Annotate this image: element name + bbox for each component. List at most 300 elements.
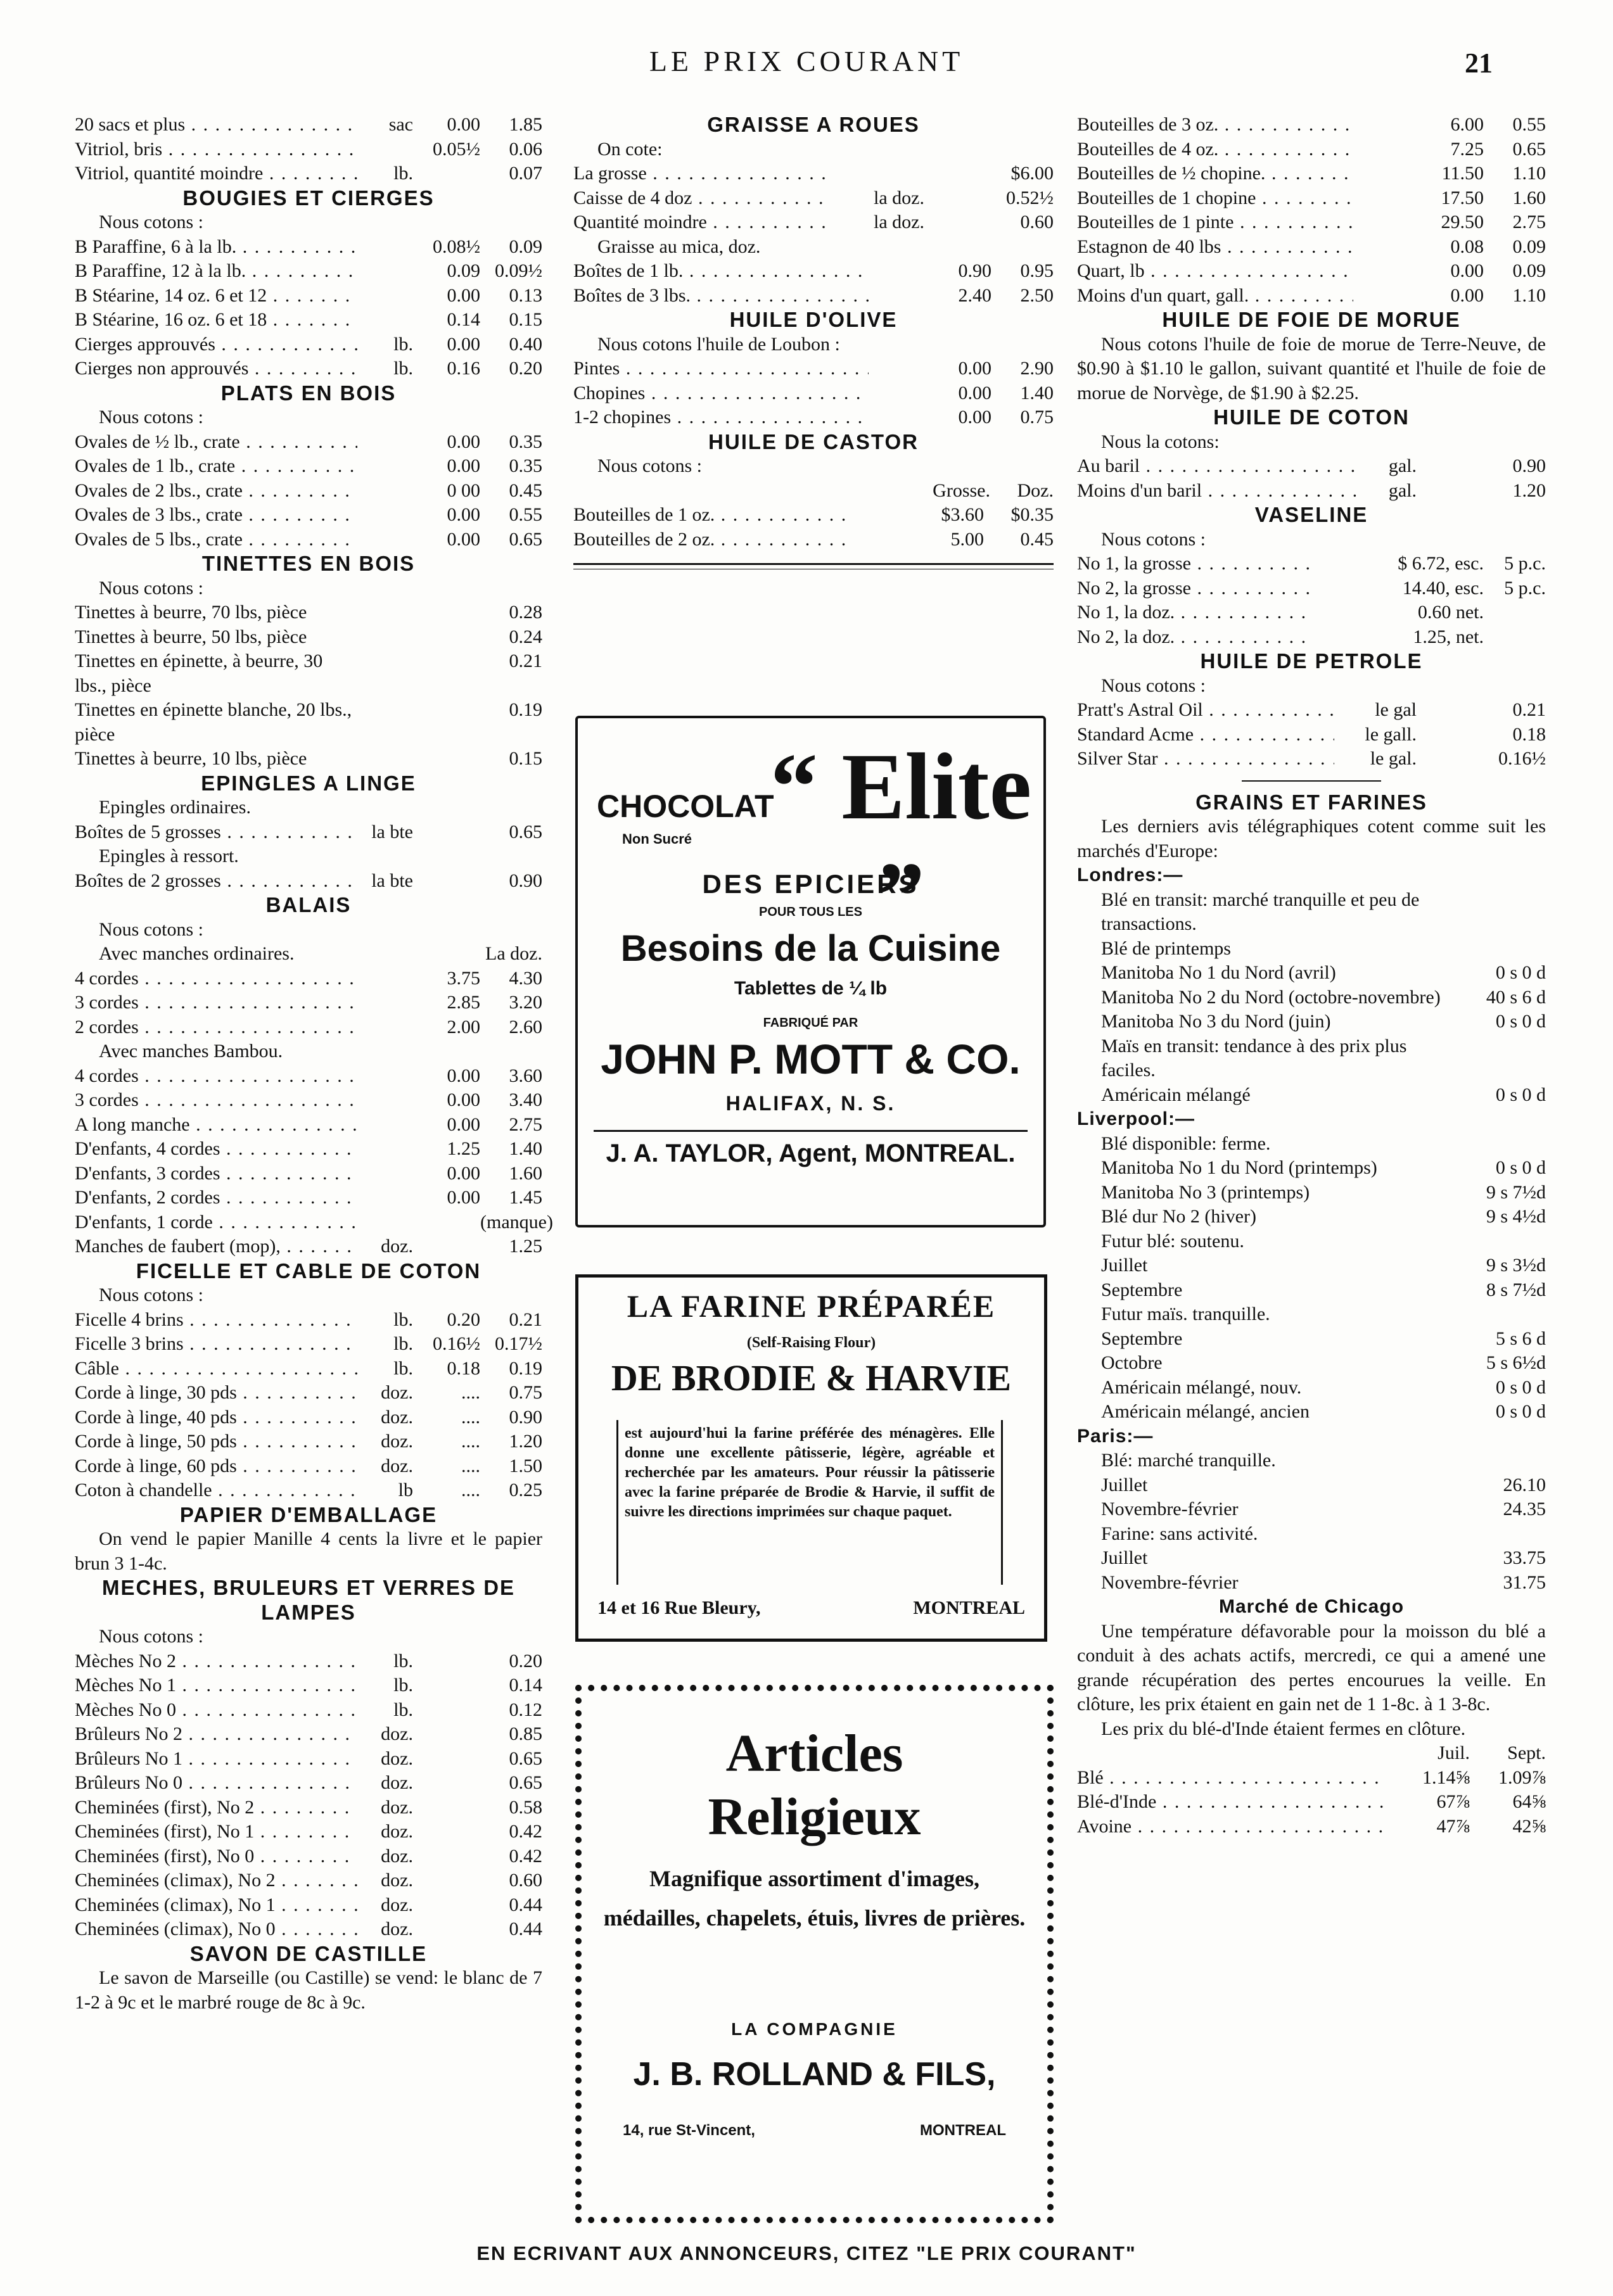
section-heading: TINETTES EN BOIS bbox=[201, 552, 416, 575]
item-unit: doz. bbox=[381, 1406, 413, 1428]
column-right bbox=[1077, 113, 1546, 1839]
price-row bbox=[573, 162, 1054, 186]
item-label: Bouteilles de 1 chopine . . . bbox=[1077, 186, 1353, 211]
subheading: Avec manches Bambou. bbox=[99, 1041, 283, 1062]
section-note: Nous la cotons: bbox=[1101, 431, 1220, 452]
market-label: Américain mélangé bbox=[1101, 1084, 1251, 1105]
price-low bbox=[418, 1722, 480, 1747]
item-label: No 1, la doz. . . . bbox=[1077, 600, 1309, 625]
price-row bbox=[75, 454, 542, 479]
ad-subtitle: (Self-Raising Flour) bbox=[746, 1335, 876, 1351]
price-high: 0.09½ bbox=[495, 260, 542, 281]
section-note: Nous cotons : bbox=[99, 407, 203, 428]
price-high: 1.25 bbox=[509, 1236, 542, 1257]
price-row bbox=[75, 1137, 542, 1162]
price-row bbox=[1077, 1815, 1546, 1839]
market-value bbox=[1451, 1229, 1546, 1254]
item-unit: le gal bbox=[1375, 699, 1417, 720]
price-row bbox=[75, 1430, 542, 1454]
ad-line: Besoins de la Cuisine bbox=[620, 928, 1001, 969]
price-high: 0.75 bbox=[1020, 407, 1054, 428]
price-low: 5.00 bbox=[950, 528, 984, 550]
advert-rolland bbox=[575, 1685, 1054, 2223]
ad-title: Articles bbox=[725, 1724, 903, 1783]
price-row bbox=[1077, 137, 1546, 162]
price-low: $3.60 bbox=[941, 504, 984, 525]
price-low bbox=[418, 1844, 480, 1869]
section-note: Graisse au mica, doz. bbox=[597, 236, 761, 257]
price-low: 0.90 bbox=[958, 260, 991, 281]
price-high: 0.07 bbox=[509, 163, 542, 184]
market-line bbox=[1077, 1205, 1546, 1229]
price-row bbox=[75, 1088, 542, 1113]
price-row bbox=[1077, 259, 1546, 284]
price-low: 0.00 bbox=[447, 504, 480, 525]
price-low bbox=[1422, 723, 1484, 747]
price-row bbox=[75, 259, 542, 284]
section-note: Nous cotons : bbox=[1101, 675, 1206, 696]
price-high: 0.45 bbox=[509, 479, 542, 501]
price-row bbox=[75, 1771, 542, 1796]
price-high: 1.50 bbox=[509, 1455, 542, 1476]
market-label: Blé: marché tranquille. bbox=[1101, 1450, 1276, 1471]
price-low: 0.20 bbox=[447, 1309, 480, 1330]
item-unit bbox=[357, 1088, 418, 1113]
price-row bbox=[75, 1722, 542, 1747]
item-unit bbox=[1353, 186, 1414, 211]
section-heading: GRAINS ET FARINES bbox=[1195, 790, 1427, 814]
item-unit bbox=[1353, 235, 1414, 260]
section-heading: HUILE DE COTON bbox=[1213, 405, 1410, 429]
section-heading: EPINGLES A LINGE bbox=[201, 771, 416, 795]
item-unit: lb. bbox=[393, 1650, 413, 1671]
item-unit bbox=[357, 284, 418, 308]
section-heading: HUILE DE PETROLE bbox=[1200, 649, 1423, 673]
price-row bbox=[75, 1917, 542, 1942]
price-row bbox=[75, 479, 542, 504]
item-label: Moins d'un baril . . . bbox=[1077, 479, 1361, 504]
price-low: 0.00 bbox=[447, 431, 480, 452]
item-unit bbox=[357, 235, 418, 260]
market-label: Manitoba No 2 du Nord (octobre-novembre) bbox=[1101, 986, 1441, 1008]
price-row bbox=[75, 1113, 542, 1138]
price-row bbox=[1077, 454, 1546, 479]
item-label: Ficelle 4 brins . . . bbox=[75, 1308, 357, 1333]
item-label: Corde à linge, 60 pds . . . bbox=[75, 1454, 357, 1479]
market-label: Américain mélangé, ancien bbox=[1101, 1401, 1310, 1422]
item-label: Blé . . . bbox=[1077, 1766, 1387, 1791]
market-value: 26.10 bbox=[1503, 1474, 1546, 1495]
item-label: Brûleurs No 2 . . . bbox=[75, 1722, 357, 1747]
price-row bbox=[75, 1454, 542, 1479]
item-unit bbox=[1353, 113, 1414, 137]
section-heading: GRAISSE A ROUES bbox=[707, 113, 920, 136]
price-row bbox=[75, 528, 542, 552]
market-label: Blé dur No 2 (hiver) bbox=[1101, 1206, 1256, 1227]
price-low: .... bbox=[461, 1382, 480, 1403]
ad-maker: JOHN P. MOTT & CO. bbox=[601, 1036, 1021, 1082]
price-row bbox=[75, 649, 542, 698]
item-label: Ficelle 3 brins . . . bbox=[75, 1332, 357, 1357]
price-high: 0.35 bbox=[509, 431, 542, 452]
ad-address: 14, rue St-Vincent, bbox=[623, 2122, 755, 2139]
item-label: 1-2 chopines . . . bbox=[573, 405, 869, 430]
price-high: 0.55 bbox=[509, 504, 542, 525]
market-value: 9 s 7½d bbox=[1486, 1181, 1546, 1203]
item-unit: doz. bbox=[381, 1919, 413, 1939]
price-low: 29.50 bbox=[1441, 212, 1484, 232]
price-row bbox=[75, 600, 542, 625]
item-label: Standard Acme . . . bbox=[1077, 723, 1334, 747]
market-value: 40 s 6 d bbox=[1486, 986, 1546, 1008]
price-row bbox=[573, 210, 1054, 235]
price-low: 7.25 bbox=[1450, 138, 1484, 160]
price-high: 2.75 bbox=[1512, 212, 1546, 232]
item-unit: gal. bbox=[1388, 479, 1417, 501]
price-high: 0.09 bbox=[509, 236, 542, 257]
price-high: 0.60 bbox=[509, 1870, 542, 1891]
item-unit: lb. bbox=[393, 1675, 413, 1696]
price-row bbox=[573, 528, 1054, 552]
price-low: 0.00 bbox=[1450, 260, 1484, 281]
item-unit bbox=[357, 625, 418, 650]
price-high: 0.65 bbox=[509, 528, 542, 550]
item-unit: lb. bbox=[393, 1357, 413, 1379]
item-unit bbox=[357, 649, 418, 698]
price-row bbox=[75, 869, 542, 894]
market-value: 5 s 6 d bbox=[1495, 1328, 1546, 1349]
price-high: 0.12 bbox=[509, 1699, 542, 1720]
item-label: Cheminées (first), No 0 . . . bbox=[75, 1844, 357, 1869]
column-label: Sept. bbox=[1507, 1742, 1546, 1763]
item-unit bbox=[357, 137, 418, 162]
price-row bbox=[75, 1234, 542, 1259]
price-low: .... bbox=[461, 1480, 480, 1500]
price-high: 0.14 bbox=[509, 1675, 542, 1696]
column-middle bbox=[573, 113, 1054, 569]
market-label: Blé en transit: marché tranquille et peu de transactions. bbox=[1101, 889, 1420, 934]
item-unit bbox=[1353, 137, 1414, 162]
price-row bbox=[1077, 1790, 1546, 1815]
price-row bbox=[1077, 113, 1546, 137]
item-label: Pratt's Astral Oil . . . bbox=[1077, 698, 1334, 723]
ad-product: CHOCOLAT bbox=[597, 789, 774, 824]
item-label: Mèches No 2 . . . bbox=[75, 1649, 357, 1674]
item-unit bbox=[853, 503, 914, 528]
item-label: Quart, lb . . . bbox=[1077, 259, 1353, 284]
price-low: 0.00 bbox=[447, 1089, 480, 1110]
market-value bbox=[1451, 1132, 1546, 1157]
item-unit: lb. bbox=[393, 1699, 413, 1720]
item-label: Brûleurs No 0 . . . bbox=[75, 1771, 357, 1796]
item-unit bbox=[357, 1186, 418, 1210]
item-unit bbox=[1309, 552, 1370, 576]
price-high: 0.16½ bbox=[1498, 748, 1546, 769]
price-high: 2.75 bbox=[509, 1113, 542, 1135]
price-sept: 64⅝ bbox=[1512, 1791, 1546, 1812]
price-high: 0.21 bbox=[509, 650, 542, 671]
price-high: 3.20 bbox=[509, 992, 542, 1013]
price-high: 1.45 bbox=[509, 1187, 542, 1208]
price-row bbox=[75, 1649, 542, 1674]
price-row bbox=[75, 1162, 542, 1186]
price-row bbox=[75, 1015, 542, 1040]
item-unit bbox=[869, 381, 929, 406]
price-low bbox=[418, 1698, 480, 1723]
divider-rule bbox=[1242, 780, 1381, 782]
price-low: 0.05½ bbox=[433, 138, 480, 160]
price-low bbox=[418, 820, 480, 845]
ad-body: Magnifique assortiment d'images, médailles, chapelets, étuis, livres de prières. bbox=[603, 1866, 1026, 1931]
price-row bbox=[75, 113, 542, 137]
price-row bbox=[75, 1357, 542, 1381]
market-value: 0 s 0 d bbox=[1495, 1157, 1546, 1178]
section-heading: FICELLE ET CABLE DE COTON bbox=[136, 1259, 481, 1283]
price-row bbox=[1077, 1766, 1546, 1791]
item-unit: doz. bbox=[381, 1236, 413, 1257]
item-unit bbox=[869, 284, 929, 308]
item-label: Coton à chandelle . . . bbox=[75, 1478, 357, 1503]
price-row bbox=[1077, 552, 1546, 576]
price-row bbox=[75, 1868, 542, 1893]
section-note: Nous cotons : bbox=[99, 212, 203, 232]
item-unit: doz. bbox=[381, 1747, 413, 1769]
price-high: 0.85 bbox=[509, 1723, 542, 1744]
item-label: Avoine . . . bbox=[1077, 1815, 1387, 1839]
price-row bbox=[75, 503, 542, 528]
price-high: 0.25 bbox=[509, 1480, 542, 1500]
ad-company: DE BRODIE & HARVIE bbox=[611, 1357, 1012, 1399]
price-low bbox=[418, 698, 480, 747]
price-high: $0.35 bbox=[1011, 504, 1054, 525]
paragraph: Le savon de Marseille (ou Castille) se vend: le blanc de 7 1-2 à 9c et le marbré rouge de 8c à 9c. bbox=[75, 1967, 542, 2013]
market-line bbox=[1077, 1010, 1546, 1034]
item-unit: la doz. bbox=[874, 212, 924, 232]
item-label: Moins d'un quart, gall. . . . bbox=[1077, 284, 1353, 308]
paragraph: Les prix du blé-d'Inde étaient fermes en clôture. bbox=[1101, 1718, 1466, 1739]
price-row bbox=[75, 308, 542, 333]
price-low bbox=[418, 1868, 480, 1893]
price-row bbox=[75, 1796, 542, 1820]
price-low: 17.50 bbox=[1441, 187, 1484, 208]
price-high: 0.90 bbox=[509, 870, 542, 891]
item-label: 2 cordes . . . bbox=[75, 1015, 357, 1040]
item-label: Au baril . . . bbox=[1077, 454, 1361, 479]
item-unit bbox=[357, 479, 418, 504]
section-heading: PLATS EN BOIS bbox=[220, 381, 397, 405]
section-note: Nous cotons : bbox=[99, 918, 203, 940]
price-row bbox=[75, 1820, 542, 1844]
price-low: 0.00 bbox=[447, 1162, 480, 1184]
price-row bbox=[573, 381, 1054, 406]
market-line bbox=[1077, 1497, 1546, 1522]
price-high: 0.42 bbox=[509, 1845, 542, 1867]
price-low: 0.08 bbox=[1450, 236, 1484, 257]
price-low bbox=[418, 1917, 480, 1942]
price-low: 0.00 bbox=[447, 114, 480, 135]
section-note: Nous cotons l'huile de Loubon : bbox=[597, 333, 840, 355]
item-label: Silver Star . . . bbox=[1077, 747, 1334, 771]
item-unit: la doz. bbox=[874, 187, 924, 208]
price-low: .... bbox=[461, 1431, 480, 1452]
item-label: Corde à linge, 40 pds . . . bbox=[75, 1405, 357, 1430]
market-line bbox=[1077, 1083, 1546, 1108]
item-label: Cheminées (climax), No 0 . . . bbox=[75, 1917, 357, 1942]
price-high: 1.40 bbox=[1020, 382, 1054, 403]
market-line bbox=[1077, 1229, 1546, 1254]
price-high: 0.60 bbox=[1020, 212, 1054, 232]
ad-la: LA COMPAGNIE bbox=[731, 2019, 898, 2039]
price-low bbox=[1422, 747, 1484, 771]
ad-tag: DES EPICIERS bbox=[702, 869, 919, 899]
item-unit bbox=[357, 991, 418, 1015]
subheading: Avec manches ordinaires. bbox=[99, 943, 295, 964]
item-label: No 2, la grosse . . . bbox=[1077, 576, 1309, 601]
item-label: 3 cordes . . . bbox=[75, 1088, 357, 1113]
price-high: 0.65 bbox=[509, 1772, 542, 1793]
item-unit: doz. bbox=[381, 1382, 413, 1403]
market-line bbox=[1077, 1253, 1546, 1278]
item-unit bbox=[1309, 625, 1370, 650]
market-label: Juillet bbox=[1101, 1474, 1148, 1495]
price-low: 6.00 bbox=[1450, 114, 1484, 135]
market-value: 33.75 bbox=[1503, 1547, 1546, 1568]
price-low: 0.00 bbox=[958, 382, 991, 403]
price-high: 2.50 bbox=[1020, 284, 1054, 306]
price-high: 0.15 bbox=[509, 748, 542, 769]
price-high: 0.06 bbox=[509, 138, 542, 160]
price-high: 0.65 bbox=[509, 821, 542, 842]
price-low: 1.25 bbox=[447, 1138, 480, 1159]
price-high: 0.20 bbox=[509, 1650, 542, 1671]
price-row bbox=[1077, 600, 1546, 625]
price-high: 2.60 bbox=[509, 1016, 542, 1037]
price-high: 3.40 bbox=[509, 1089, 542, 1110]
market-value bbox=[1451, 888, 1546, 937]
market-value: 9 s 3½d bbox=[1486, 1255, 1546, 1276]
item-label: No 2, la doz. . . . bbox=[1077, 625, 1309, 650]
price-high bbox=[1484, 625, 1546, 650]
price-low bbox=[418, 649, 480, 698]
item-unit: le gal. bbox=[1370, 748, 1417, 769]
price-row bbox=[75, 235, 542, 260]
item-label: 3 cordes . . . bbox=[75, 991, 357, 1015]
section-heading: BOUGIES ET CIERGES bbox=[182, 186, 435, 210]
market-line bbox=[1077, 1522, 1546, 1547]
price-high: 0.45 bbox=[1020, 528, 1054, 550]
item-label: B Stéarine, 16 oz. 6 et 18 . . . bbox=[75, 308, 357, 333]
item-unit bbox=[357, 430, 418, 455]
item-label: Tinettes à beurre, 70 lbs, pièce bbox=[75, 602, 307, 623]
price-high: 0.95 bbox=[1020, 260, 1054, 281]
price-row bbox=[75, 1332, 542, 1357]
market-value: 0 s 0 d bbox=[1495, 1084, 1546, 1105]
item-unit: doz. bbox=[381, 1796, 413, 1818]
section-heading: HUILE DE FOIE DE MORUE bbox=[1162, 308, 1461, 331]
price-high: 0.52½ bbox=[1006, 187, 1054, 208]
price-row bbox=[75, 625, 542, 650]
item-label: Tinettes en épinette blanche, 20 lbs., pièce bbox=[75, 699, 352, 745]
section-note: Nous cotons : bbox=[99, 1626, 203, 1647]
price-row bbox=[573, 259, 1054, 284]
price-low: 0.00 bbox=[447, 1113, 480, 1135]
price-low bbox=[418, 625, 480, 650]
section-note: Nous cotons : bbox=[99, 577, 203, 599]
price-high: 1.85 bbox=[509, 114, 542, 135]
price-row bbox=[573, 503, 1054, 528]
section-heading: VASELINE bbox=[1254, 503, 1368, 526]
item-unit: le gall. bbox=[1365, 723, 1417, 745]
section-heading: MECHES, BRULEURS ET VERRES DE LAMPES bbox=[101, 1576, 516, 1624]
price-low bbox=[418, 162, 480, 186]
ad-title-2: Religieux bbox=[708, 1787, 921, 1846]
price-row bbox=[75, 1844, 542, 1869]
item-label: D'enfants, 2 cordes . . . bbox=[75, 1186, 357, 1210]
advert-brodie-harvie bbox=[575, 1274, 1047, 1642]
price-row bbox=[1077, 284, 1546, 308]
price-high: 3.60 bbox=[509, 1065, 542, 1086]
section-note: Nous cotons : bbox=[99, 1284, 203, 1305]
price-low: .... bbox=[461, 1455, 480, 1476]
price-high: 0.24 bbox=[509, 626, 542, 647]
price-low: 0.18 bbox=[447, 1357, 480, 1379]
item-unit bbox=[357, 967, 418, 991]
ad-body: est aujourd'hui la farine préférée des ménagères. Elle donne une excellente pâtisserie, légère, agréable et recherchée par les amateurs. Pour réussir la pâtisserie avec la farine préparée de Brodie & Harvie, il suffit de suivre les directions imprimées sur chaque paquet. bbox=[616, 1420, 1003, 1585]
item-label: Ovales de 2 lbs., crate . . . bbox=[75, 479, 357, 504]
item-unit bbox=[869, 405, 929, 430]
price-high: 0.19 bbox=[509, 699, 542, 720]
price-low bbox=[929, 210, 991, 235]
item-label: Boîtes de 1 lb. . . . bbox=[573, 259, 869, 284]
page-title: LE PRIX COURANT bbox=[649, 45, 964, 77]
section-heading: SAVON DE CASTILLE bbox=[189, 1941, 428, 1965]
price-high: 1.40 bbox=[509, 1138, 542, 1159]
market-label: Manitoba No 3 (printemps) bbox=[1101, 1181, 1310, 1203]
item-unit: gal. bbox=[1388, 455, 1417, 476]
market-line bbox=[1077, 1400, 1546, 1424]
price-low bbox=[1422, 454, 1484, 479]
price-high: 1.60 bbox=[509, 1162, 542, 1184]
price-row bbox=[1077, 625, 1546, 650]
price-low: 0.16½ bbox=[433, 1333, 480, 1354]
price-low bbox=[418, 1673, 480, 1698]
item-label: Caisse de 4 doz . . . bbox=[573, 186, 829, 211]
item-unit: sac bbox=[388, 114, 413, 135]
price-row bbox=[75, 1893, 542, 1918]
item-unit bbox=[357, 698, 418, 747]
item-label: Ovales de ½ lb., crate . . . bbox=[75, 430, 357, 455]
price-high: 0.18 bbox=[1512, 723, 1546, 745]
price-high: 0.35 bbox=[509, 455, 542, 476]
price-high: 0.40 bbox=[509, 333, 542, 355]
price-low bbox=[418, 869, 480, 894]
price-low bbox=[418, 1771, 480, 1796]
price-high: 0.90 bbox=[509, 1406, 542, 1428]
market-value: 0 s 0 d bbox=[1495, 962, 1546, 983]
price-row bbox=[1077, 576, 1546, 601]
item-unit: doz. bbox=[381, 1894, 413, 1915]
price-high: (manque) bbox=[480, 1211, 553, 1233]
market-line bbox=[1077, 1473, 1546, 1498]
item-unit bbox=[1309, 600, 1370, 625]
market-label: Maïs en transit: tendance à des prix plus faciles. bbox=[1101, 1035, 1407, 1081]
item-label: 4 cordes . . . bbox=[75, 967, 357, 991]
price-row bbox=[75, 284, 542, 308]
market-label: Futur blé: soutenu. bbox=[1101, 1230, 1244, 1252]
market-value: 8 s 7½d bbox=[1486, 1279, 1546, 1300]
market-label: Novembre-février bbox=[1101, 1499, 1239, 1519]
price-low: 2.40 bbox=[958, 284, 991, 306]
